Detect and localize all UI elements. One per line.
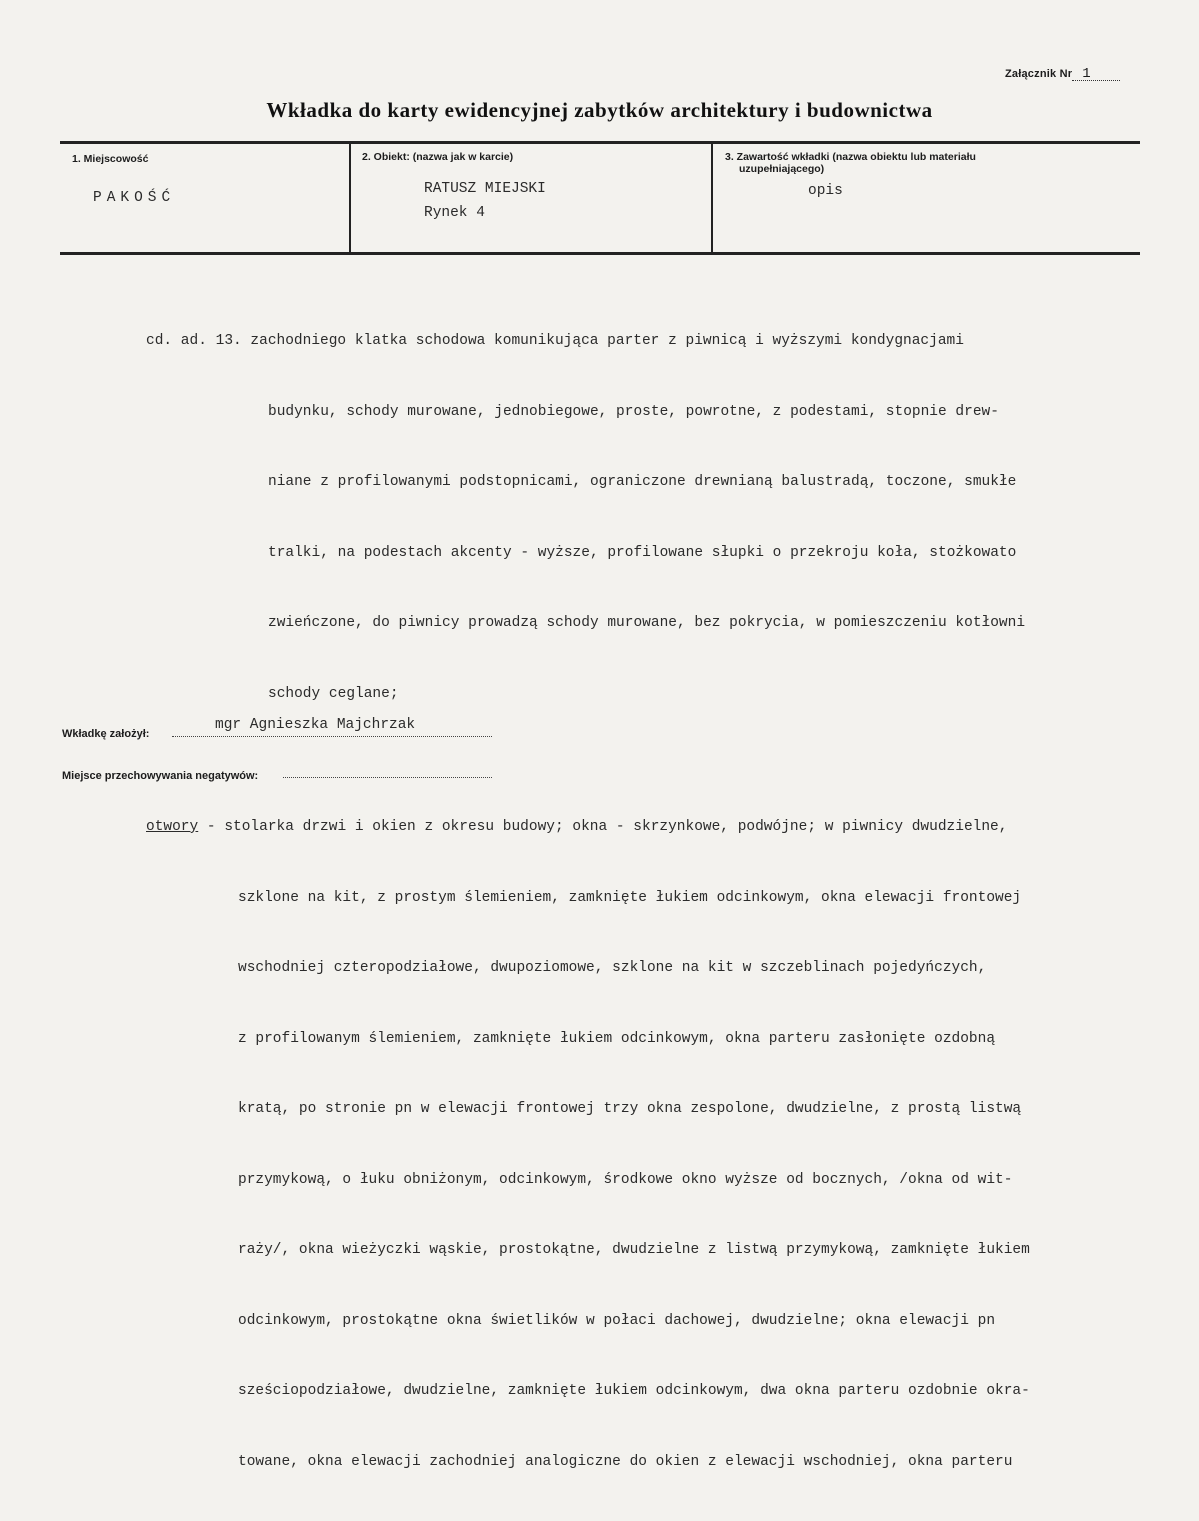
description-text — [146, 283, 1186, 1521]
description-line: szklone na kit, z prostym ślemieniem, zamknięte łukiem odcinkowym, okna elewacji frontowej — [238, 889, 1022, 906]
section-heading: otwory — [146, 819, 199, 835]
description-line: raży/, okna wieżyczki wąskie, prostokątne, dwudzielne z listwą przymykową, zamknięte łukiem — [238, 1242, 1030, 1258]
negatives-dotted-line — [283, 776, 492, 778]
insert-contents-value: opis — [808, 183, 843, 199]
description-line: budynku, schody murowane, jednobiegowe, proste, powrotne, z podestami, stopnie drew- — [268, 403, 999, 420]
object-name-value: RATUSZ MIEJSKI — [424, 181, 546, 197]
description-line: przymykową, o łuku obniżonym, odcinkowym, środkowe okno wyższe od bocznych, /okna od wit- — [238, 1171, 1013, 1188]
description-line: odcinkowym, prostokątne okna świetlików w połaci dachowej, dwudzielne; okna elewacji pn — [238, 1312, 996, 1329]
header-divider-2 — [711, 144, 713, 252]
description-line: wschodniej czteropodziałowe, dwupoziomowe, szklone na kit w szczeblinach pojedyńczych, — [238, 960, 987, 976]
object-address-value: Rynek 4 — [424, 205, 485, 221]
description-line: schody ceglane; — [268, 685, 399, 702]
locality-label: 1. Miejscowość — [72, 153, 149, 165]
attachment-number — [1005, 68, 1120, 81]
description-line: zwieńczone, do piwnicy prowadzą schody murowane, bez pokrycia, w pomieszczeniu kotłowni — [268, 615, 1026, 631]
page-title: Wkładka do karty ewidencyjnej zabytków architektury i budownictwa — [266, 98, 933, 122]
header-bottom-rule — [60, 252, 1140, 255]
description-line: tralki, na podestach akcenty - wyższe, profilowane słupki o przekroju koła, stożkowato — [268, 544, 1017, 561]
insert-contents-label — [725, 151, 976, 175]
insert-contents-label-line2: uzupełniającego) — [739, 163, 825, 175]
insert-contents-label-line1: 3. Zawartość wkładki (nazwa obiektu lub materiału — [725, 151, 976, 163]
author-label: Wkładkę założył: — [62, 728, 150, 740]
header-divider-1 — [349, 144, 351, 252]
description-line: cd. ad. 13. zachodniego klatka schodowa komunikująca parter z piwnicą i wyższymi kondygnacjami — [146, 333, 964, 349]
description-line: kratą, po stronie pn w elewacji frontowej trzy okna zespolone, dwudzielne, z prostą listwą — [238, 1101, 1022, 1117]
paragraph-gap — [146, 753, 1186, 769]
author-dotted-line — [172, 735, 492, 737]
author-value: mgr Agnieszka Majchrzak — [215, 717, 416, 733]
header-top-rule — [60, 141, 1140, 144]
description-line: otwory - stolarka drzwi i okien z okresu budowy; okna - skrzynkowe, podwójne; w piwnicy dwudzielne, — [146, 819, 1008, 835]
description-line: sześciopodziałowe, dwudzielne, zamknięte łukiem odcinkowym, dwa okna parteru ozdobnie okra- — [238, 1383, 1030, 1399]
attachment-label: Załącznik Nr — [1005, 68, 1073, 80]
description-line: niane z profilowanymi podstopnicami, ograniczone drewnianą balustradą, toczone, smukłe — [268, 474, 1017, 490]
negatives-location-label: Miejsce przechowywania negatywów: — [62, 770, 259, 782]
description-line: towane, okna elewacji zachodniej analogiczne do okien z elewacji wschodniej, okna parteru — [238, 1453, 1013, 1470]
object-label: 2. Obiekt: (nazwa jak w karcie) — [362, 151, 514, 163]
locality-value: PAKOŚĆ — [93, 190, 176, 206]
paragraph-prefix: cd. ad. 13. — [146, 333, 242, 349]
attachment-value: 1 — [1072, 68, 1120, 81]
description-line: z profilowanym ślemieniem, zamknięte łukiem odcinkowym, okna parteru zasłonięte ozdobną — [238, 1030, 996, 1047]
